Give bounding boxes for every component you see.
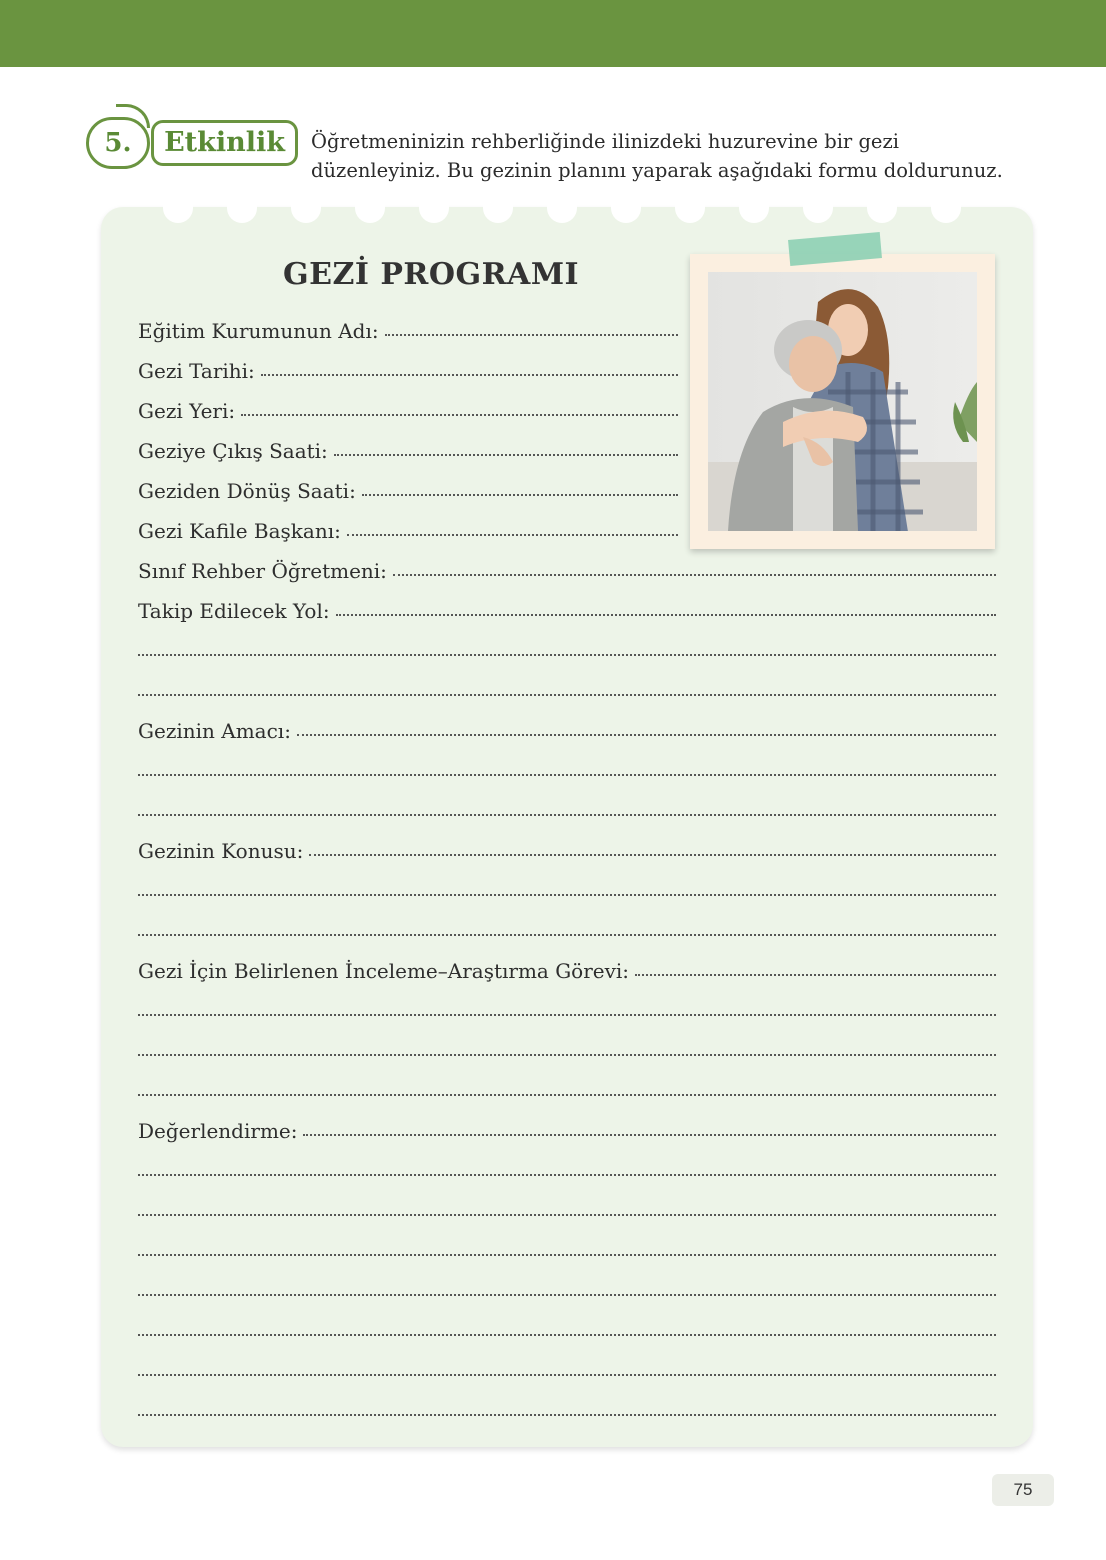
binder-hole — [419, 201, 449, 223]
research-task-line[interactable] — [138, 991, 996, 1023]
field-label: Gezi Tarihi: — [138, 359, 255, 383]
binder-hole — [163, 201, 193, 223]
answer-line[interactable] — [138, 1054, 996, 1056]
answer-line[interactable] — [362, 494, 678, 496]
activity-instruction: Öğretmeninizin rehberliğinde ilinizdeki huzurevine bir gezi düzenleyiniz. Bu gezinin planını yaparak aşağıdaki formu doldurunuz. — [311, 130, 1003, 182]
trip-date-field[interactable] — [138, 351, 678, 383]
activity-number-badge — [86, 117, 150, 169]
binder-hole — [611, 201, 641, 223]
field-label: Eğitim Kurumunun Adı: — [138, 319, 379, 343]
route-field[interactable] — [138, 591, 996, 623]
answer-line[interactable] — [138, 654, 996, 656]
answer-line[interactable] — [138, 1414, 996, 1416]
evaluation-line[interactable] — [138, 1351, 996, 1383]
field-label: Gezinin Konusu: — [138, 839, 304, 863]
research-task-line[interactable] — [138, 1071, 996, 1103]
institution-field[interactable] — [138, 311, 678, 343]
evaluation-line[interactable] — [138, 1151, 996, 1183]
purpose-line[interactable] — [138, 791, 996, 823]
answer-line[interactable] — [138, 774, 996, 776]
binder-hole — [739, 201, 769, 223]
trip-place-field[interactable] — [138, 391, 678, 423]
header-bar — [0, 0, 1106, 67]
field-label: Gezi Kafile Başkanı: — [138, 519, 341, 543]
answer-line[interactable] — [385, 334, 678, 336]
answer-line[interactable] — [138, 934, 996, 936]
answer-line[interactable] — [393, 574, 996, 576]
field-label: Geziden Dönüş Saati: — [138, 479, 356, 503]
binder-hole — [291, 201, 321, 223]
answer-line[interactable] — [347, 534, 678, 536]
subject-line[interactable] — [138, 871, 996, 903]
field-label: Sınıf Rehber Öğretmeni: — [138, 559, 387, 583]
class-teacher-field[interactable] — [138, 551, 996, 583]
binder-hole — [227, 201, 257, 223]
answer-line[interactable] — [334, 454, 678, 456]
answer-line[interactable] — [303, 1134, 996, 1136]
binder-hole — [867, 201, 897, 223]
evaluation-line[interactable] — [138, 1311, 996, 1343]
activity-label: Etkinlik — [164, 127, 285, 158]
answer-line[interactable] — [336, 614, 996, 616]
field-label: Takip Edilecek Yol: — [138, 599, 330, 623]
return-time-field[interactable] — [138, 471, 678, 503]
route-line[interactable] — [138, 631, 996, 663]
subject-field[interactable] — [138, 831, 996, 863]
answer-line[interactable] — [309, 854, 996, 856]
purpose-line[interactable] — [138, 751, 996, 783]
evaluation-field[interactable] — [138, 1111, 996, 1143]
binder-hole — [355, 201, 385, 223]
answer-line[interactable] — [138, 694, 996, 696]
answer-line[interactable] — [138, 1334, 996, 1336]
departure-time-field[interactable] — [138, 431, 678, 463]
answer-line[interactable] — [138, 1374, 996, 1376]
answer-line[interactable] — [138, 1214, 996, 1216]
answer-line[interactable] — [635, 974, 996, 976]
field-label: Gezinin Amacı: — [138, 719, 291, 743]
field-label: Gezi İçin Belirlenen İnceleme–Araştırma Görevi: — [138, 959, 630, 983]
answer-line[interactable] — [138, 1254, 996, 1256]
route-line[interactable] — [138, 671, 996, 703]
activity-number: 5. — [104, 128, 132, 158]
photo-frame — [690, 254, 995, 549]
field-label: Gezi Yeri: — [138, 399, 236, 423]
binder-hole — [675, 201, 705, 223]
binder-hole — [547, 201, 577, 223]
purpose-field[interactable] — [138, 711, 996, 743]
evaluation-line[interactable] — [138, 1391, 996, 1423]
answer-line[interactable] — [138, 814, 996, 816]
binder-hole — [483, 201, 513, 223]
page-number: 75 — [992, 1474, 1054, 1506]
activity-label-badge — [151, 120, 298, 166]
form-title: GEZİ PROGRAMI — [283, 257, 580, 292]
answer-line[interactable] — [138, 1174, 996, 1176]
binder-hole — [803, 201, 833, 223]
subject-line[interactable] — [138, 911, 996, 943]
field-label: Değerlendirme: — [138, 1119, 298, 1143]
evaluation-line[interactable] — [138, 1271, 996, 1303]
answer-line[interactable] — [261, 374, 678, 376]
research-task-line[interactable] — [138, 1031, 996, 1063]
answer-line[interactable] — [297, 734, 996, 736]
photo-illustration — [708, 272, 977, 531]
answer-line[interactable] — [241, 414, 678, 416]
answer-line[interactable] — [138, 1094, 996, 1096]
answer-line[interactable] — [138, 1294, 996, 1296]
field-label: Geziye Çıkış Saati: — [138, 439, 328, 463]
evaluation-line[interactable] — [138, 1191, 996, 1223]
evaluation-line[interactable] — [138, 1231, 996, 1263]
binder-hole — [931, 201, 961, 223]
answer-line[interactable] — [138, 1014, 996, 1016]
group-leader-field[interactable] — [138, 511, 678, 543]
answer-line[interactable] — [138, 894, 996, 896]
photo-elderly-woman-hug — [708, 272, 977, 531]
research-task-field[interactable] — [138, 951, 996, 983]
